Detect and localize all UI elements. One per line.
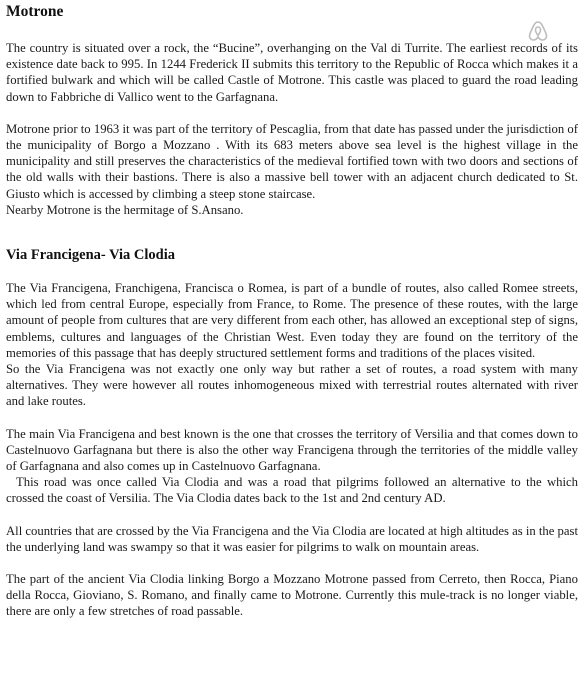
paragraph: Motrone prior to 1963 it was part of the territory of Pescaglia, from that date has passed under the jurisdiction of the municipality of Borgo a Mozzano . With its 683 meters above sea level is the highest village in the municipality and still preserves the characteristics of the medieval fortified town with two doors and sections of the old walls with their bastions. There is also a massive bell tower with an adjacent church dedicated to St. Giusto which is accessed by climbing a steep stone staircase.: [6, 121, 578, 201]
paragraph: So the Via Francigena was not exactly one only way but rather a set of routes, a road system with many alternatives. They were however all routes inhomogeneous mixed with terrestrial routes alternated with river and lake routes.: [6, 362, 578, 409]
spacer: [6, 410, 578, 426]
section-heading: Via Francigena- Via Clodia: [6, 247, 176, 264]
spacer: [6, 555, 578, 571]
page-title: Motrone: [6, 3, 64, 20]
paragraph: The Via Francigena, Franchigena, Francisca o Romea, is part of a bundle of routes, also called Romee streets, which led from central Europe, especially from France, to Rome. The presence of these routes, with the large amount of people from cultures that are very different from each other, has allowed an exceptional step of signs, emblems, cultures and languages of the Christian West. Even today they are found on the territory of the memories of this passage that has deeply structured settlement forms and traditions of the places visited.: [6, 281, 578, 360]
paragraph: The main Via Francigena and best known is the one that crosses the territory of Versilia and that comes down to Castelnuovo Garfagnana but there is also the other way Francigena through the territories of the middle valley of Garfagnana and also comes up in Castelnuovo Garfagnana.: [6, 426, 578, 474]
spacer: [6, 507, 578, 523]
spacer: [6, 218, 578, 246]
paragraph: The part of the ancient Via Clodia linking Borgo a Mozzano Motrone passed from Cerreto, then Rocca, Piano della Rocca, Gioviano, S. Romano, and finally came to Motrone. Currently this mule-track is no longer viable, there are only a few stretches of road passable.: [6, 572, 578, 619]
paragraph: The country is situated over a rock, the “Bucine”, overhanging on the Val di Turrite. The earliest records of its existence date back to 995. In 1244 Frederick II submits this territory to the Republic of Rocca which makes it a fortified bulwark and which will be called Castle of Motrone. This castle was placed to guard the road leading down to Fabbriche di Vallico went to the Garfagnana.: [6, 41, 578, 104]
spacer: [6, 105, 578, 121]
document-page: [6, 2, 578, 620]
watermark-logo-icon: [526, 19, 550, 43]
paragraph: All countries that are crossed by the Via Francigena and the Via Clodia are located at high altitudes as in the past the underlying land was swampy so that it was easier for pilgrims to walk on mountain areas.: [6, 523, 578, 554]
paragraph: Nearby Motrone is the hermitage of S.Ansano.: [6, 202, 244, 217]
paragraph: This road was once called Via Clodia and was a road that pilgrims followed an alternative to the which crossed the coast of Versilia. The Via Clodia dates back to the 1st and 2nd century AD.: [6, 475, 578, 506]
